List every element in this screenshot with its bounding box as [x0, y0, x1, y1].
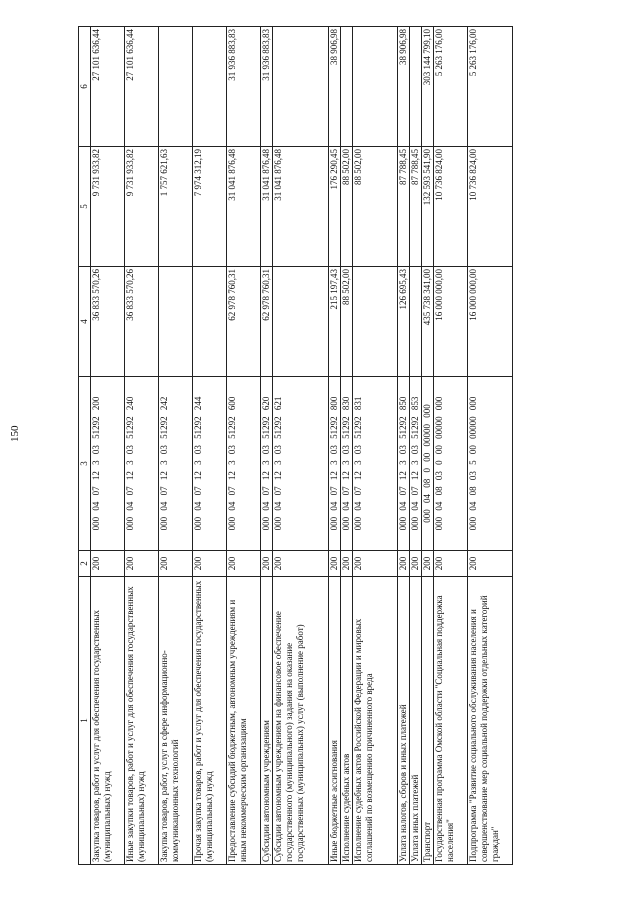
row-col-2: 200: [434, 551, 468, 577]
row-col-6: [193, 27, 227, 147]
row-code: 000 04 07 12 3 03 51292 830: [341, 377, 353, 551]
header-col-6: 6: [79, 27, 91, 147]
row-col-4: [353, 267, 398, 377]
row-col-6: 38 906,98: [398, 27, 410, 147]
row-col-2: 200: [227, 551, 261, 577]
row-col-5: 1 757 621,63: [159, 147, 193, 267]
row-code: 000 04 07 12 3 03 51292 200: [91, 377, 125, 551]
header-col-3: 3: [79, 377, 91, 551]
row-code: 000 04 08 03 5 00 00000 000: [468, 377, 513, 551]
row-col-2: 200: [261, 551, 273, 577]
row-col-5: 88 502,00: [353, 147, 398, 267]
row-name: Государственная программа Омской области "Социальная поддержка населения": [434, 577, 468, 865]
row-col-6: 38 906,98: [329, 27, 341, 147]
row-name: Иные закупки товаров, работ и услуг для обеспечения государственных (муниципальных) нужд: [125, 577, 159, 865]
row-name: Иные бюджетные ассигнования: [329, 577, 341, 865]
row-col-4: 215 197,43: [329, 267, 341, 377]
row-code: 000 04 07 12 3 03 51292 620: [261, 377, 273, 551]
row-col-5: 88 502,00: [341, 147, 353, 267]
row-code: 000 04 07 12 3 03 51292 244: [193, 377, 227, 551]
row-code: 000 04 07 12 3 03 51292 600: [227, 377, 261, 551]
row-col-2: 200: [125, 551, 159, 577]
row-code: 000 04 07 12 3 03 51292 800: [329, 377, 341, 551]
table-row: [422, 27, 434, 865]
row-col-4: 16 000 000,00: [468, 267, 513, 377]
row-col-5: 9 731 933,82: [91, 147, 125, 267]
row-name: Исполнение судебных актов: [341, 577, 353, 865]
row-code: 000 04 07 12 3 03 51292 850: [398, 377, 410, 551]
row-col-5: 31 041 876,48: [261, 147, 273, 267]
table-row: [341, 27, 353, 865]
header-col-5: 5: [79, 147, 91, 267]
row-col-6: 5 263 176,00: [434, 27, 468, 147]
row-name: Субсидии автономным учреждениям на финансовое обеспечение государственного (муниципального) задания на оказание государственных (муниципальных) услуг (выполнение работ): [273, 577, 329, 865]
row-col-5: 10 736 824,00: [434, 147, 468, 267]
row-col-5: 7 974 312,19: [193, 147, 227, 267]
row-col-5: 87 788,45: [410, 147, 422, 267]
row-name: Закупка товаров, работ и услуг для обеспечения государственных (муниципальных) нужд: [91, 577, 125, 865]
table-row: [353, 27, 398, 865]
row-col-2: 200: [410, 551, 422, 577]
row-col-4: 62 978 760,31: [227, 267, 261, 377]
row-col-6: [273, 27, 329, 147]
row-code: 000 04 07 12 3 03 51292 240: [125, 377, 159, 551]
table-row: [261, 27, 273, 865]
table-row: [227, 27, 261, 865]
budget-table: [78, 26, 513, 865]
row-col-6: [410, 27, 422, 147]
row-col-2: 200: [422, 551, 434, 577]
row-col-5: 31 041 876,48: [227, 147, 261, 267]
row-col-4: [273, 267, 329, 377]
row-code: 000 04 07 12 3 03 51292 831: [353, 377, 398, 551]
row-col-6: 303 144 799,10: [422, 27, 434, 147]
page-number: 150: [9, 425, 21, 442]
row-col-4: [159, 267, 193, 377]
row-col-5: 9 731 933,82: [125, 147, 159, 267]
row-col-4: 126 695,43: [398, 267, 410, 377]
row-col-6: 27 101 636,44: [91, 27, 125, 147]
row-col-6: 31 936 883,83: [227, 27, 261, 147]
row-code: 000 04 08 03 0 00 00000 000: [434, 377, 468, 551]
table-row: [159, 27, 193, 865]
table-row: [91, 27, 125, 865]
row-name: Исполнение судебных актов Российской Федерации и мировых соглашений по возмещению причиненного вреда: [353, 577, 398, 865]
row-col-4: 435 738 341,00: [422, 267, 434, 377]
row-col-4: 36 833 570,26: [125, 267, 159, 377]
table-row: [434, 27, 468, 865]
header-col-4: 4: [79, 267, 91, 377]
table-row: [398, 27, 410, 865]
row-name: Субсидии автономным учреждениям: [261, 577, 273, 865]
row-col-2: 200: [159, 551, 193, 577]
row-col-2: 200: [398, 551, 410, 577]
header-col-1: 1: [79, 577, 91, 865]
row-col-5: 132 593 541,90: [422, 147, 434, 267]
row-code: 000 04 07 12 3 03 51292 621: [273, 377, 329, 551]
table-row: [125, 27, 159, 865]
row-code: 000 04 07 12 3 03 51292 242: [159, 377, 193, 551]
table-row: [193, 27, 227, 865]
row-name: Уплата иных платежей: [410, 577, 422, 865]
row-col-2: 200: [193, 551, 227, 577]
row-col-6: [341, 27, 353, 147]
row-name: Уплата налогов, сборов и иных платежей: [398, 577, 410, 865]
row-col-2: 200: [468, 551, 513, 577]
row-col-5: 10 736 824,00: [468, 147, 513, 267]
table-row: [329, 27, 341, 865]
row-col-5: 31 041 876,48: [273, 147, 329, 267]
table-row: [273, 27, 329, 865]
header-row: [79, 27, 91, 865]
row-col-4: 36 833 570,26: [91, 267, 125, 377]
row-col-4: [193, 267, 227, 377]
row-name: Транспорт: [422, 577, 434, 865]
row-col-2: 200: [341, 551, 353, 577]
row-col-6: 31 936 883,83: [261, 27, 273, 147]
row-col-2: 200: [353, 551, 398, 577]
row-col-4: [410, 267, 422, 377]
rotated-document: [78, 27, 508, 865]
row-code: 000 04 08 0 00 00000 000: [422, 377, 434, 551]
row-col-6: 27 101 636,44: [125, 27, 159, 147]
row-col-2: 200: [273, 551, 329, 577]
row-col-4: 88 502,00: [341, 267, 353, 377]
row-col-6: [159, 27, 193, 147]
row-col-2: 200: [329, 551, 341, 577]
row-col-5: 176 290,45: [329, 147, 341, 267]
row-name: Прочая закупка товаров, работ и услуг для обеспечения государственных (муниципальных) нужд: [193, 577, 227, 865]
row-col-6: 5 263 176,00: [468, 27, 513, 147]
row-name: Предоставление субсидий бюджетным, автономным учреждениям и иным некоммерческим организациям: [227, 577, 261, 865]
row-name: Подпрограмма "Развитие социального обслуживания населения и совершенствование мер социальной поддержки отдельных категорий граждан": [468, 577, 513, 865]
row-col-5: 87 788,45: [398, 147, 410, 267]
table-row: [410, 27, 422, 865]
row-col-2: 200: [91, 551, 125, 577]
row-col-4: 16 000 000,00: [434, 267, 468, 377]
table-row: [468, 27, 513, 865]
row-col-4: 62 978 760,31: [261, 267, 273, 377]
row-name: Закупка товаров, работ, услуг в сфере информационно-коммуникационных технологий: [159, 577, 193, 865]
header-col-2: 2: [79, 551, 91, 577]
row-code: 000 04 07 12 3 03 51292 853: [410, 377, 422, 551]
row-col-6: [353, 27, 398, 147]
